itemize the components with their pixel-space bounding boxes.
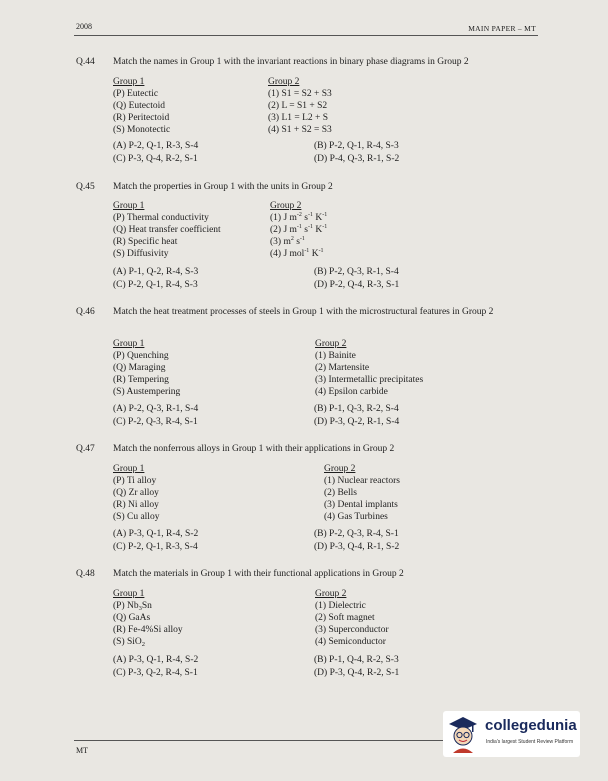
option-a: (A) P-3, Q-1, R-4, S-2 [113, 655, 199, 665]
group-2-item: (3) Superconductor [315, 625, 389, 635]
material-sio2: (S) SiO$_2$ [113, 637, 146, 648]
group-2-list [324, 463, 400, 523]
option-d: (D) P-4, Q-3, R-1, S-2 [314, 154, 400, 164]
group-1-heading: Group 1 [113, 339, 145, 349]
question-text: Match the properties in Group 1 with the units in Group 2 [113, 182, 333, 192]
option-d: (D) P-3, Q-2, R-1, S-4 [314, 417, 400, 427]
unit-thermal-conductivity: (1) J $m^{-2}$ $s^{-1}$ $K^{-1}$ [270, 212, 328, 223]
option-d: (D) P-2, Q-4, R-3, S-1 [314, 280, 400, 290]
question-number: Q.47 [76, 444, 95, 454]
option-d: (D) P-3, Q-4, R-1, S-2 [314, 542, 400, 552]
option-a: (A) P-2, Q-3, R-1, S-4 [113, 404, 199, 414]
option-c: (C) P-2, Q-1, R-4, S-3 [113, 280, 198, 290]
group-2-list [268, 76, 332, 136]
group-1-list [113, 588, 183, 648]
footer-code: MT [76, 746, 88, 755]
question-text: Match the nonferrous alloys in Group 1 with their applications in Group 2 [113, 444, 395, 454]
group-2-item: (2) Bells [324, 488, 357, 498]
group-2-list [315, 588, 389, 648]
group-2-heading: Group 2 [268, 77, 300, 87]
question-number: Q.44 [76, 57, 95, 67]
header-rule [74, 35, 538, 36]
option-b: (B) P-2, Q-3, R-4, S-1 [314, 529, 399, 539]
header-year: 2008 [76, 22, 92, 31]
group-1-item: (Q) Zr alloy [113, 488, 159, 498]
logo-tagline: India's largest Student Review Platform [486, 739, 574, 745]
question-text: Match the materials in Group 1 with their functional applications in Group 2 [113, 569, 404, 579]
group-2-list [315, 338, 423, 398]
group-1-item: (P) Eutectic [113, 89, 159, 99]
group-2-item: (4) Semiconductor [315, 637, 386, 647]
option-c: (C) P-2, Q-1, R-3, S-4 [113, 542, 198, 552]
option-c: (C) P-2, Q-3, R-4, S-1 [113, 417, 198, 427]
group-2-item: (3) Dental implants [324, 500, 398, 510]
header-paper: MAIN PAPER – MT [468, 24, 536, 33]
question-number: Q.45 [76, 182, 95, 192]
group-1-item: (S) Diffusivity [113, 249, 169, 259]
question-number: Q.46 [76, 307, 95, 317]
group-1-item: (S) Monotectic [113, 125, 171, 135]
option-a: (A) P-2, Q-1, R-3, S-4 [113, 141, 199, 151]
group-1-list [113, 200, 221, 260]
option-c: (C) P-3, Q-2, R-4, S-1 [113, 668, 198, 678]
group-2-item: (1) S1 = S2 + S3 [268, 89, 332, 99]
group-1-item: (S) Austempering [113, 387, 181, 397]
group-2-item: (3) Intermetallic precipitates [315, 375, 424, 385]
group-1-item: (Q) Maraging [113, 363, 166, 373]
group-2-item: (2) L = S1 + S2 [268, 101, 328, 111]
group-2-heading: Group 2 [324, 464, 356, 474]
question-text: Match the names in Group 1 with the invariant reactions in binary phase diagrams in Group 2 [113, 57, 469, 67]
group-1-heading: Group 1 [113, 77, 145, 87]
option-d: (D) P-3, Q-4, R-2, S-1 [314, 668, 400, 678]
group-2-item: (1) Nuclear reactors [324, 476, 400, 486]
option-b: (B) P-2, Q-3, R-1, S-4 [314, 267, 399, 277]
group-1-heading: Group 1 [113, 201, 145, 211]
group-1-item: (R) Peritectoid [113, 113, 170, 123]
group-1-item: (Q) Heat transfer coefficient [113, 225, 221, 235]
group-1-item: (R) Tempering [113, 375, 169, 385]
group-2-item: (4) Gas Turbines [324, 512, 388, 522]
group-1-heading: Group 1 [113, 464, 145, 474]
material-nb3sn: (P) $Nb_3Sn$ [113, 601, 152, 612]
option-b: (B) P-2, Q-1, R-4, S-3 [314, 141, 399, 151]
unit-specific-heat: (4) J mol$^{-1}$ $K^{-1}$ [270, 248, 324, 259]
group-2-item: (2) Soft magnet [315, 613, 375, 623]
group-1-item: (S) Cu alloy [113, 512, 160, 522]
group-1-item: (P) Ti alloy [113, 476, 157, 486]
group-2-heading: Group 2 [315, 589, 347, 599]
group-1-list [113, 338, 180, 398]
group-1-list [113, 76, 170, 136]
group-1-item: (P) Thermal conductivity [113, 213, 209, 223]
group-1-item: (R) Specific heat [113, 237, 178, 247]
group-1-item: (Q) GaAs [113, 613, 151, 623]
option-b: (B) P-1, Q-4, R-2, S-3 [314, 655, 399, 665]
group-1-item: (Q) Eutectoid [113, 101, 165, 111]
option-a: (A) P-1, Q-2, R-4, S-3 [113, 267, 199, 277]
group-2-list [270, 200, 327, 260]
question-number: Q.48 [76, 569, 95, 579]
group-2-item: (4) Epsilon carbide [315, 387, 388, 397]
group-2-heading: Group 2 [315, 339, 347, 349]
option-a: (A) P-3, Q-1, R-4, S-2 [113, 529, 199, 539]
group-2-item: (1) Bainite [315, 351, 356, 361]
logo-name: collegedunia [485, 717, 577, 734]
group-2-item: (2) Martensite [315, 363, 370, 373]
group-2-item: (1) Dielectric [315, 601, 366, 611]
student-mascot-icon [445, 714, 481, 754]
option-c: (C) P-3, Q-4, R-2, S-1 [113, 154, 198, 164]
group-1-list [113, 463, 159, 523]
collegedunia-logo [443, 711, 580, 757]
unit-diffusivity: (3) $m^2$ $s^{-1}$ [270, 236, 305, 247]
question-text: Match the heat treatment processes of steels in Group 1 with the microstructural features in Group 2 [113, 307, 494, 317]
group-2-item: (4) S1 + S2 = S3 [268, 125, 332, 135]
group-1-item: (R) Ni alloy [113, 500, 159, 510]
unit-heat-transfer: (2) J $m^{-1}$ $s^{-1}$ $K^{-1}$ [270, 224, 328, 235]
group-1-heading: Group 1 [113, 589, 145, 599]
group-2-item: (3) L1 = L2 + S [268, 113, 329, 123]
group-2-heading: Group 2 [270, 201, 302, 211]
group-1-item: (R) Fe-4%Si alloy [113, 625, 183, 635]
group-1-item: (P) Quenching [113, 351, 169, 361]
option-b: (B) P-1, Q-3, R-2, S-4 [314, 404, 399, 414]
